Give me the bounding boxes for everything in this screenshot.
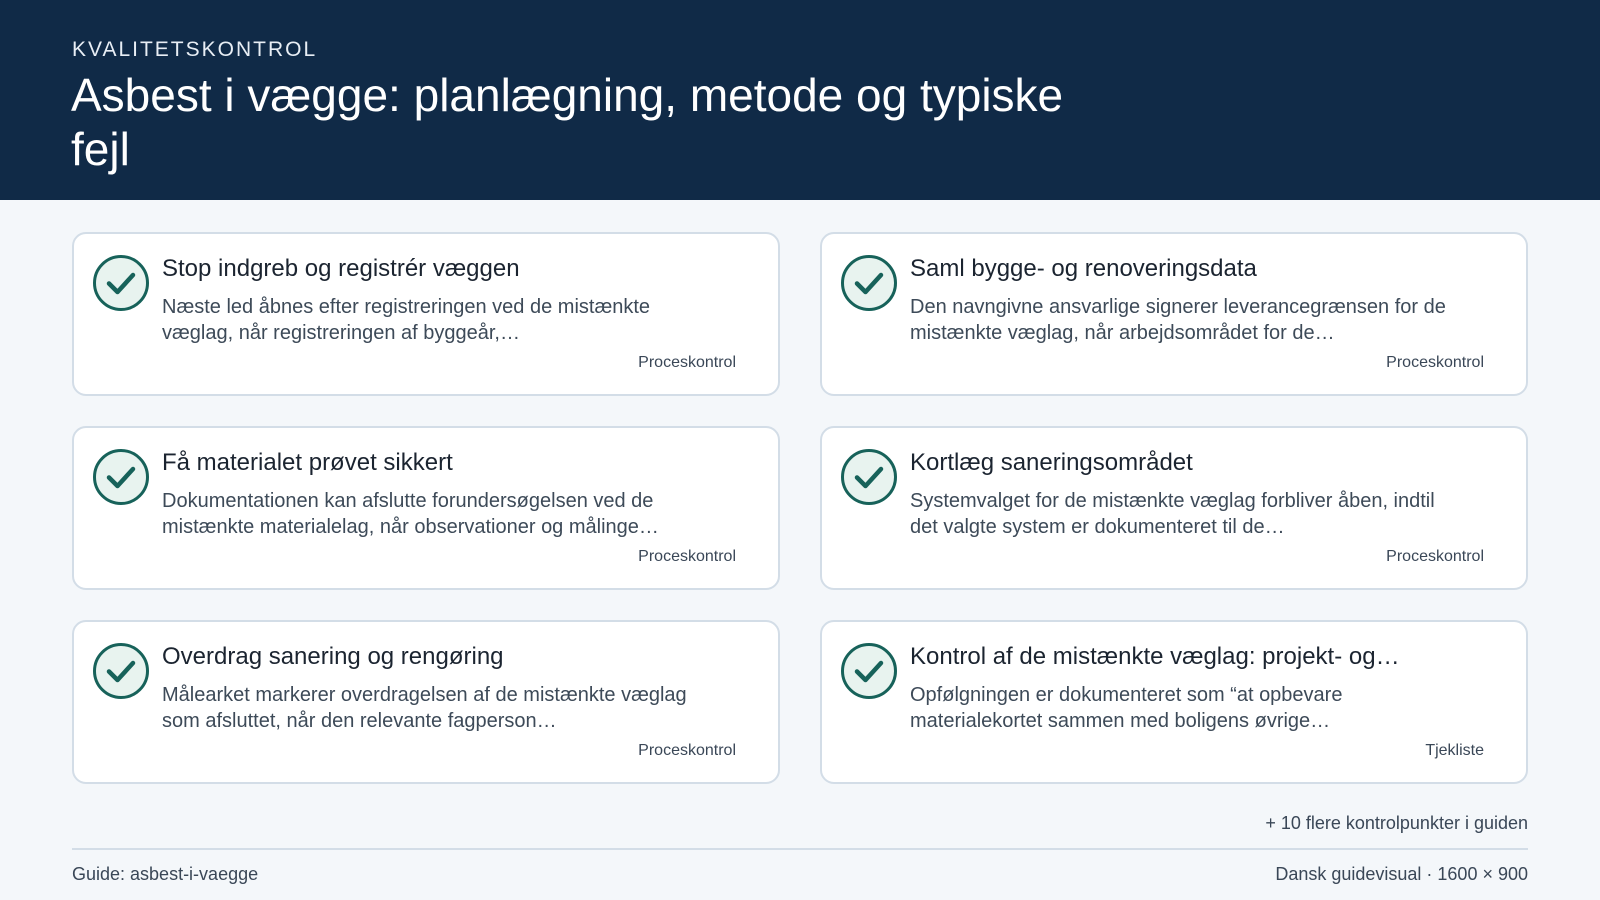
checklist-card[interactable] — [820, 426, 1528, 590]
card-title: Saml bygge- og renoveringsdata — [910, 255, 1257, 282]
card-category: Proceskontrol — [638, 354, 736, 371]
check-circle-icon — [92, 254, 150, 312]
checklist-card[interactable] — [72, 620, 780, 784]
page-title: Asbest i vægge: planlægning, metode og typiske fejl — [71, 69, 1064, 175]
footer-divider — [72, 848, 1528, 850]
check-circle-icon — [840, 254, 898, 312]
check-circle-icon — [92, 642, 150, 700]
checklist-card[interactable] — [820, 620, 1528, 784]
card-description: Den navngivne ansvarlige signerer leverancegrænsen for de mistænkte væglag, når arbejdsområdet for de… — [910, 296, 1446, 344]
checklist-card[interactable] — [72, 426, 780, 590]
card-category: Tjekliste — [1425, 742, 1484, 759]
card-category: Proceskontrol — [1386, 354, 1484, 371]
checklist-card[interactable] — [72, 232, 780, 396]
card-description: Næste led åbnes efter registreringen ved de mistænkte væglag, når registreringen af byggeår,… — [162, 296, 651, 344]
more-checkpoints-link[interactable]: + 10 flere kontrolpunkter i guiden — [1265, 813, 1528, 833]
card-description: Systemvalget for de mistænkte væglag forbliver åben, indtil det valgte system er dokumenteret til de… — [910, 490, 1435, 538]
checklist-grid — [72, 232, 1528, 784]
check-circle-icon — [840, 642, 898, 700]
footer-guide-slug: Guide: asbest-i-vaegge — [72, 864, 259, 884]
check-circle-icon — [840, 448, 898, 506]
check-circle-icon — [92, 448, 150, 506]
card-description: Målearket markerer overdragelsen af de mistænkte væglag som afsluttet, når den relevante fagperson… — [162, 684, 687, 732]
footer-caption: Dansk guidevisual · 1600 × 900 — [1275, 864, 1528, 884]
page-header — [0, 0, 1600, 200]
card-category: Proceskontrol — [1386, 548, 1484, 565]
card-title: Stop indgreb og registrér væggen — [162, 255, 520, 282]
card-description: Opfølgningen er dokumenteret som “at opbevare materialekortet sammen med boligens øvrige… — [910, 684, 1343, 732]
card-title: Få materialet prøvet sikkert — [162, 449, 453, 476]
card-description: Dokumentationen kan afslutte forundersøgelsen ved de mistænkte materialelag, når observationer og målinge… — [162, 490, 659, 538]
card-title: Kortlæg saneringsområdet — [910, 449, 1193, 476]
card-category: Proceskontrol — [638, 548, 736, 565]
checklist-card[interactable] — [820, 232, 1528, 396]
card-title: Overdrag sanering og rengøring — [162, 643, 504, 670]
card-title: Kontrol af de mistænkte væglag: projekt- og… — [910, 643, 1400, 670]
eyebrow-label: KVALITETSKONTROL — [72, 38, 318, 61]
card-category: Proceskontrol — [638, 742, 736, 759]
